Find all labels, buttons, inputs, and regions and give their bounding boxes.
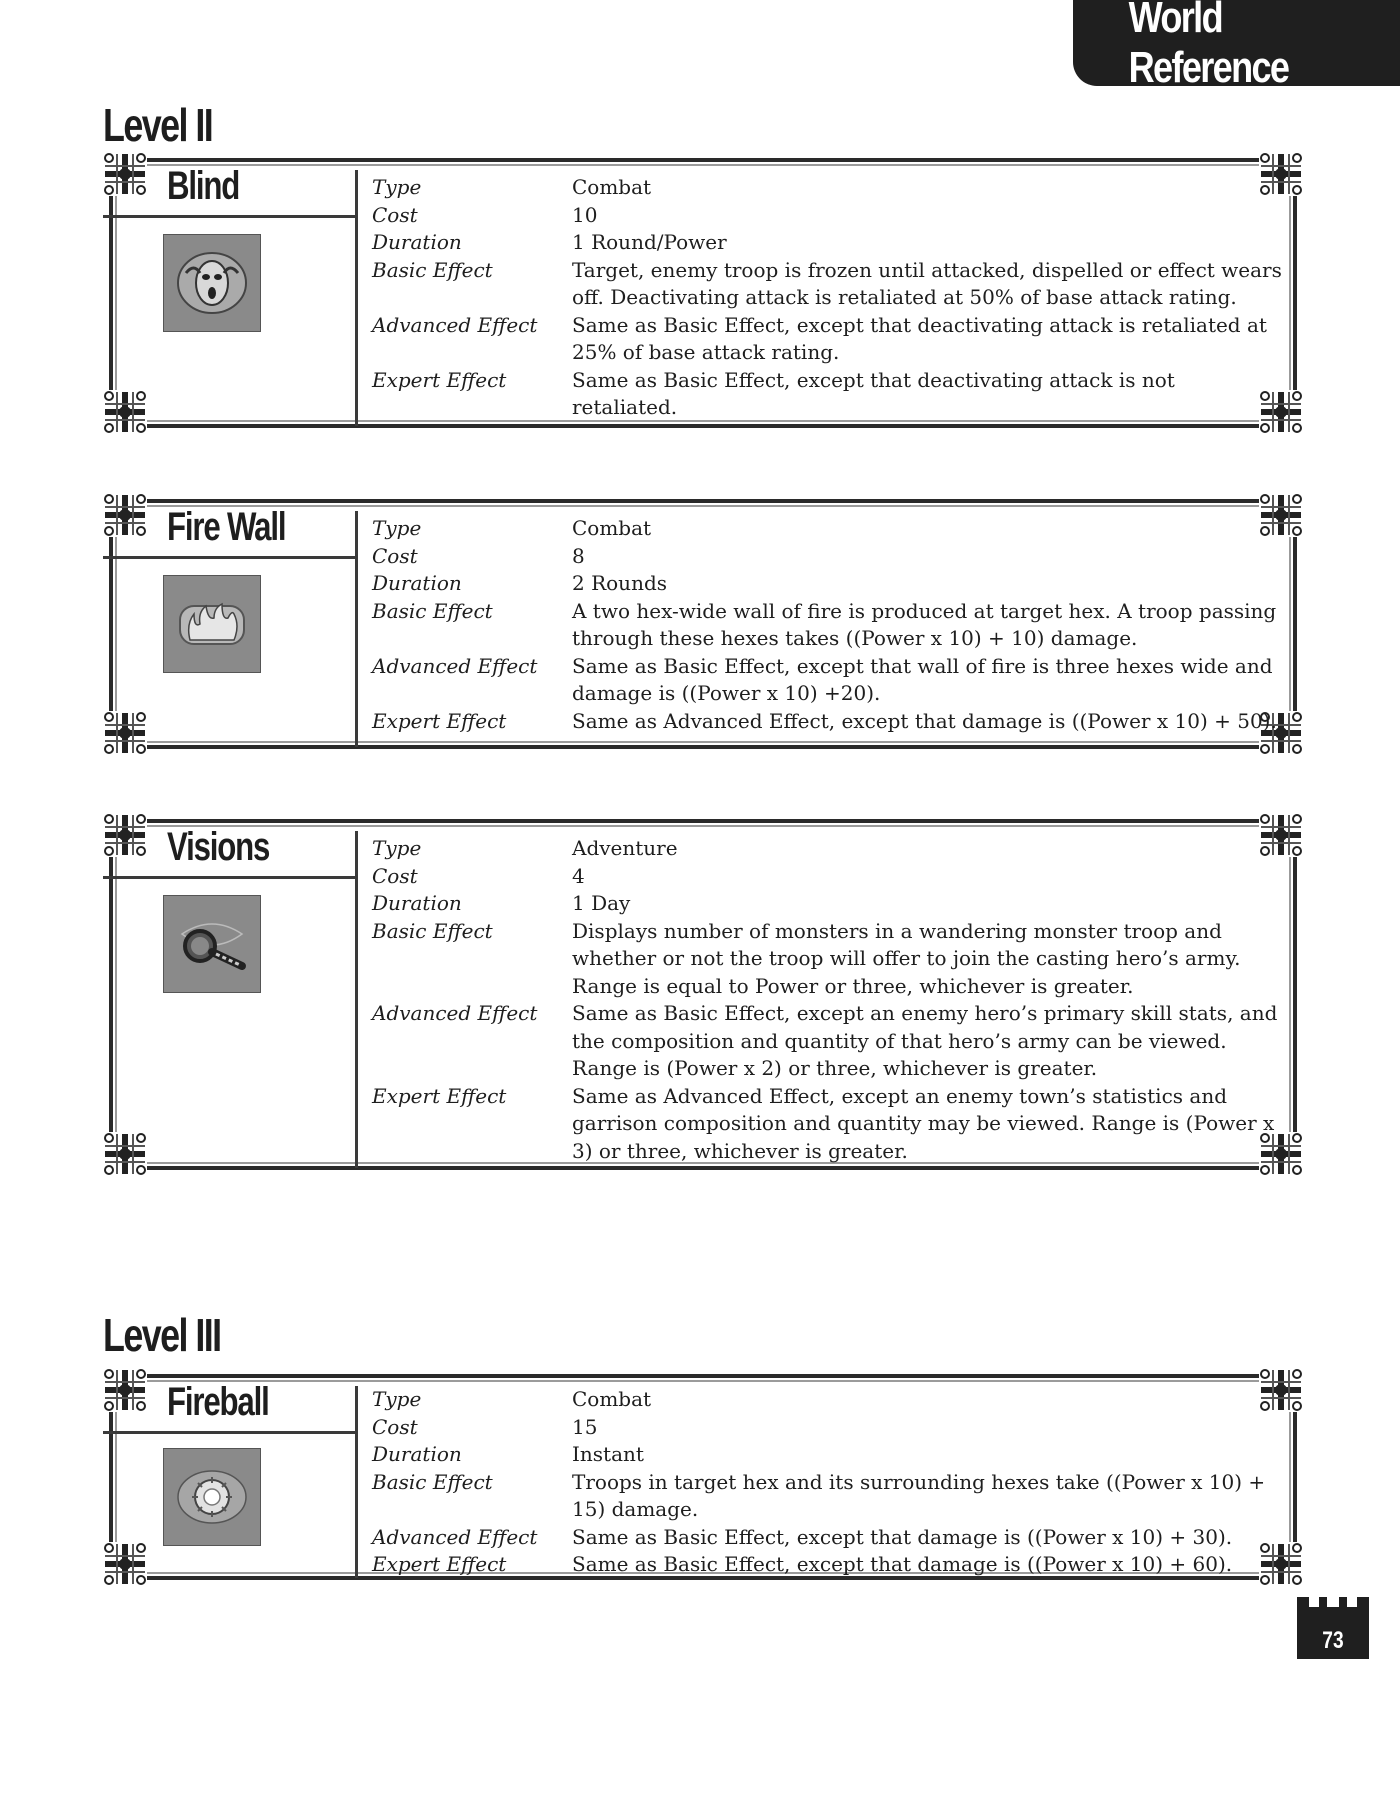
corner-ornament-icon: [103, 813, 147, 857]
prop-label-duration: Duration: [372, 891, 462, 915]
prop-value-expert-effect: Same as Basic Effect, except that damage is ((Power x 10) + 60).: [572, 1552, 1233, 1576]
prop-value-cost: 15: [572, 1414, 598, 1439]
spell-name: Visions: [167, 825, 270, 869]
spell-properties: [372, 835, 1283, 1165]
corner-ornament-icon: [103, 152, 147, 196]
prop-label-expert-effect: Expert Effect: [372, 367, 507, 392]
prop-value-advanced-effect: Same as Basic Effect, except that damage is ((Power x 10) + 30).: [572, 1524, 1233, 1549]
title-rule: [103, 215, 355, 218]
corner-ornament-icon: [103, 1542, 147, 1586]
corner-ornament-icon: [103, 1132, 147, 1176]
title-rule: [103, 876, 355, 879]
prop-value-advanced-effect: Same as Basic Effect, except an enemy hero’s primary skill stats, and the composition and quantity of that hero’s army can be viewed. Range is (Power x 2) or three, whichever is greater.: [572, 1001, 1278, 1080]
prop-label-cost: Cost: [372, 1414, 418, 1439]
prop-value-cost: 4: [572, 863, 585, 888]
prop-value-basic-effect: Displays number of monsters in a wandering monster troop and whether or not the troop will offer to join the casting hero’s army. Range is equal to Power or three, whichever is greater.: [572, 918, 1241, 998]
prop-value-duration: 2 Rounds: [572, 571, 668, 595]
section-heading-level-2: Level II: [103, 99, 213, 151]
prop-label-cost: Cost: [372, 863, 418, 888]
corner-ornament-icon: [103, 1368, 147, 1412]
prop-label-type: Type: [372, 1387, 422, 1411]
prop-label-type: Type: [372, 175, 422, 199]
prop-value-type: Combat: [572, 1387, 652, 1411]
prop-label-expert-effect: Expert Effect: [372, 708, 507, 733]
title-rule: [103, 1431, 355, 1434]
prop-value-expert-effect: Same as Advanced Effect, except that damage is ((Power x 10) + 50).: [572, 708, 1277, 733]
spell-card-fire-wall: [103, 493, 1303, 755]
prop-value-expert-effect: Same as Basic Effect, except that deactivating attack is not retaliated.: [572, 367, 1175, 419]
prop-value-basic-effect: A two hex-wide wall of fire is produced at target hex. A troop passing through these hexes takes ((Power x 10) + 10) damage.: [572, 598, 1277, 650]
prop-label-cost: Cost: [372, 202, 418, 227]
prop-value-type: Combat: [572, 175, 652, 199]
prop-value-cost: 10: [572, 202, 598, 227]
spell-name: Blind: [167, 164, 240, 208]
page-number: 73: [1322, 1627, 1344, 1654]
spell-card-visions: [103, 813, 1303, 1176]
prop-value-basic-effect: Troops in target hex and its surrounding hexes take ((Power x 10) + 15) damage.: [572, 1469, 1266, 1521]
prop-label-advanced-effect: Advanced Effect: [372, 1001, 538, 1025]
prop-label-basic-effect: Basic Effect: [372, 257, 493, 282]
section-heading-level-3: Level III: [103, 1309, 221, 1361]
prop-label-type: Type: [372, 516, 422, 540]
prop-label-cost: Cost: [372, 543, 418, 568]
prop-value-basic-effect: Target, enemy troop is frozen until attacked, dispelled or effect wears off. Deactivating attack is retaliated at 50% of base attack rating.: [572, 257, 1282, 309]
spell-properties: [372, 515, 1283, 735]
header-tab: [1073, 0, 1400, 92]
prop-value-type: Adventure: [572, 836, 678, 860]
prop-value-expert-effect: Same as Advanced Effect, except an enemy town’s statistics and garrison composition and quantity may be viewed. Range is (Power x 3) or three, whichever is greater.: [572, 1083, 1275, 1163]
card-divider: [355, 831, 358, 1168]
magnifying-glass-icon: [163, 895, 261, 993]
prop-label-duration: Duration: [372, 1442, 462, 1466]
spell-name: Fireball: [167, 1380, 269, 1424]
prop-label-duration: Duration: [372, 571, 462, 595]
spell-name: Fire Wall: [167, 505, 286, 549]
blind-face-icon: [163, 234, 261, 332]
fire-wall-icon: [163, 575, 261, 673]
spell-card-blind: [103, 152, 1303, 434]
card-divider: [355, 1386, 358, 1578]
header-tab-title: World Reference: [1128, 0, 1289, 92]
prop-label-type: Type: [372, 836, 422, 860]
prop-label-basic-effect: Basic Effect: [372, 598, 493, 623]
prop-value-advanced-effect: Same as Basic Effect, except that wall of fire is three hexes wide and damage is ((Power x 10) +20).: [572, 653, 1273, 705]
prop-label-basic-effect: Basic Effect: [372, 918, 493, 943]
prop-label-advanced-effect: Advanced Effect: [372, 1524, 538, 1549]
prop-label-basic-effect: Basic Effect: [372, 1469, 493, 1494]
prop-value-duration: Instant: [572, 1442, 644, 1466]
prop-value-duration: 1 Round/Power: [572, 230, 727, 254]
prop-label-advanced-effect: Advanced Effect: [372, 312, 538, 337]
prop-value-advanced-effect: Same as Basic Effect, except that deactivating attack is retaliated at 25% of base attack rating.: [572, 312, 1267, 364]
fireball-icon: [163, 1448, 261, 1546]
prop-value-duration: 1 Day: [572, 891, 631, 915]
corner-ornament-icon: [103, 493, 147, 537]
prop-label-duration: Duration: [372, 230, 462, 254]
spell-properties: [372, 174, 1283, 422]
card-divider: [355, 170, 358, 426]
spell-card-fireball: [103, 1368, 1303, 1586]
prop-value-type: Combat: [572, 516, 652, 540]
corner-ornament-icon: [103, 390, 147, 434]
corner-ornament-icon: [103, 711, 147, 755]
spell-properties: [372, 1386, 1283, 1579]
card-divider: [355, 511, 358, 747]
prop-label-expert-effect: Expert Effect: [372, 1552, 507, 1576]
title-rule: [103, 556, 355, 559]
prop-label-expert-effect: Expert Effect: [372, 1083, 507, 1108]
prop-value-cost: 8: [572, 543, 585, 568]
prop-label-advanced-effect: Advanced Effect: [372, 653, 538, 678]
